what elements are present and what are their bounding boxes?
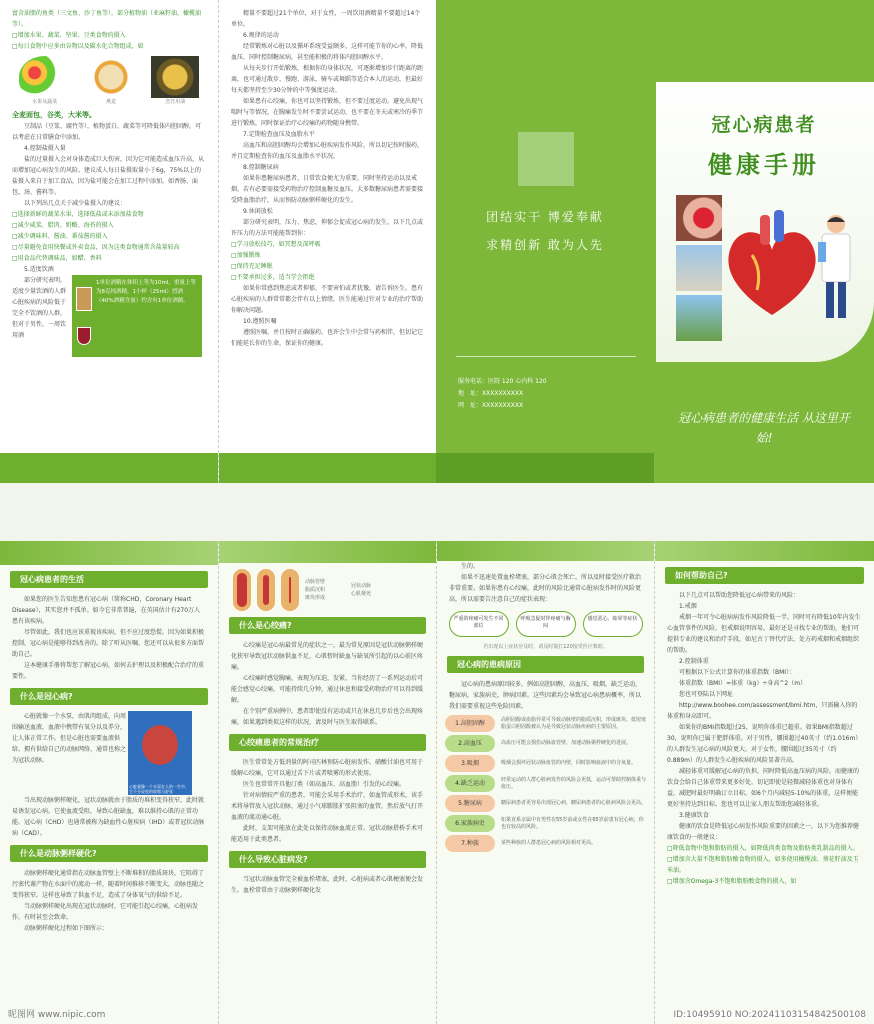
tip: □降低食物中饱和脂肪的摄入，如降低肉类食物及脂肪类乳制品的摄入。 [667, 845, 859, 852]
symptom-list [445, 611, 646, 637]
text: 医生也常常开具他汀类（如高血压、高血脂）引发的心绞痛。 [243, 781, 406, 788]
heart-fruit-image [19, 56, 71, 98]
tip: □学习放松技巧，如冥想及深呼吸 [231, 241, 321, 248]
top-decoration [655, 541, 874, 561]
atherosclerosis-figure [233, 569, 422, 611]
text: 当出现动脉粥样硬化，冠状动脉就由于脂质的堆积变得狭窄，此时就易诱发冠心病。它使血流受阻，导致心脏缺血，难以维持心肌的正常功能。冠心病（CHD）也通常被称为缺血性心脏疾病（IHD）或者冠状动脉病（CAD）。 [12, 797, 205, 837]
cover-slogan: 冠心病患者的健康生活 从这里开始! [678, 411, 850, 445]
text: 冠心病的患病原因较多，例如高胆固醇，高血压，吸烟，缺乏运动，糖尿病，家族病史，肿病因素。这些因素均会导致冠心病患病概率，所以我们需要重视这些危险因素。 [449, 681, 642, 710]
panel-self-help [654, 541, 874, 1024]
text: 可根据以下公式计算你的体重指数（BMI）： [679, 669, 796, 676]
text: 生的。 [461, 563, 480, 570]
subheading: 7.定期检查血压及血脂水平 [243, 131, 315, 138]
figure-label: 动脉管壁 [305, 579, 326, 585]
text: 在个别严重病例中，患者即使没有运动或只在休息几步后也会出现疼痛，如果遇到类似这样的状况，请及时与医生取得联系。 [231, 708, 424, 726]
panel-back-cover [436, 0, 654, 483]
figure-label: 脂质沉积 [305, 587, 326, 593]
text: 这本健康手册将帮您了解冠心病，如何去护理以及积极配合治疗的重要性。 [12, 662, 205, 680]
tip: □减少咸菜、腊肉、奶酪、海苔的摄入 [12, 222, 114, 229]
heart-anatomy-figure [128, 711, 192, 795]
symptom-note: 若出现以上症状应及时，请及时拨打120接受医疗救助。 [483, 644, 608, 650]
motto-1: 团结实干 博爱奉献 [486, 210, 604, 224]
doctor-illustration [812, 212, 860, 327]
text: 如果你的BMI指数超过25，说明你体重已超重。如果BMI指数超过30，说明你已属于肥胖体重。对于男性，腰围超过40英寸（约1.016m）的人群发生冠心病的风险更大。对于女性，腰围超过35英寸（约0.889m）的人群发生心脏疾病的风险显著升高。 [667, 724, 862, 764]
logo-placeholder [518, 132, 574, 186]
text: 精量不要超过21个单位，对于女性，一周饮用酒精量不要超过14个单位。 [231, 10, 421, 28]
text: 如果不迅速处置血栓堵塞，部分心肌会死亡，所以及时接受医疗救治非常重要。如果你患有心绞痛，此时的风险比通常心脏病发作时的风险更高，所以需要告注意自己的症状表现： [449, 574, 642, 603]
wine-info-box [72, 275, 202, 357]
panel-causes [436, 541, 654, 1024]
tip: □不要承担过多，适当学会拒绝 [231, 274, 315, 281]
figure-label: 斑块形成 [305, 595, 326, 601]
text: 您也可登陆以下网址 [679, 691, 734, 698]
tip: □选择新鲜的蔬菜水果，选择低盐或未添加盐食物 [12, 211, 144, 218]
text: 如果患有心绞痛，你也可以坚持锻炼，但不要过度运动。避免出现气喘时与等情况，在胸痛发生时不要尝试运动，也不要在冬天或寒冷的季节进行锻炼，同时保证治疗心绞痛的药物随身携带。 [231, 98, 424, 127]
text: 动脉粥样硬化通常指在动脉血管壁上不断堆积的脂质斑块，它阻碍了污塞代谢产物在水面中的流动一样，随着时间推移不断变大，动脉也随之变得狭窄。这样也导致了供血不足，造成了身体氧气的供给不足。 [12, 870, 205, 899]
caption: 水果及蔬菜 [32, 99, 58, 105]
brochure-outside [0, 0, 874, 483]
text: 医生常常处方低剂量的阿司匹林预防心脏病发作。硝酸甘油也可用于缓解心绞痛，它可以通过舌下片或者喷雾的形式使用。 [231, 759, 424, 777]
risk-factor-text: 高血压可能会损伤动脉血管壁，加速动脉粥样硬化的进展。 [501, 740, 632, 746]
tip: □加强锻炼 [231, 252, 261, 259]
heading: 冠心病患者的生活 [10, 571, 208, 588]
city-photo [676, 295, 722, 341]
chest-pain-photo [676, 195, 722, 241]
risk-factor-text: 高胆固醇或血脂异常可导致动脉壁的脂质沉积，形成斑块。低密度脂蛋白胆固醇被认为是导致冠状动脉疾病的主要原因。 [501, 716, 647, 730]
text: 部分研究表明，适度少量饮酒的人群心脏疾病的风险低于完全不饮酒的人群，但对于男性，一周饮用酒 [12, 277, 67, 339]
top-decoration [437, 541, 654, 561]
panel-angina [218, 541, 436, 1024]
symptom-bubble: 呼吸急促时伴疼痛与胸闷 [516, 611, 576, 637]
risk-factor-label: 4.缺乏运动 [445, 775, 495, 792]
sheet-gap [0, 483, 874, 541]
text: 减轻体重可缓解冠心病的负担，同时降低高血压病的风险。而健康的饮食会给自己体重带来更多好处，切记即使是轻微减轻体重也对身体有益，减肥时最好明确订立目标，如6个月内减轻5-10%的体重，这样便能更好坚持达到目标。您也可以让家人朋友帮助您减轻体重。 [667, 768, 860, 808]
text: 经常锻炼对心脏以及循环系统受益颇多，这样可能节你的心率，降低血压，同时控制糖尿病，甚至能积极的将体内胆固醇水平。 [231, 43, 424, 61]
motto-2: 求精创新 敢为人先 [486, 238, 604, 252]
symptom-bubble: 感觉恶心、眩晕等症状 [583, 611, 643, 637]
elderly-photo [676, 245, 722, 291]
text: 尽管如此，我们也应该重视该疾病，但不应过度恐慌。因为如果积极控制，冠心病是能够得到改善的。除了听从医嘱，您还可以从很多方面帮助自己。 [12, 629, 205, 658]
text: 心脏就像一个水泵，由肌肉组成，向周围输送血液，血液中携带有氧分以及养分，让人体正常工作。但是心脏也需要血液供给，拥有供给自己的动脉网络，通常也称之为冠状动脉。 [12, 713, 127, 764]
wine-glass-icon [76, 279, 92, 353]
subheading: 9.休闲放松 [243, 208, 273, 215]
risk-factor-text: 某些种族的人群患冠心病的风险相对更高。 [501, 840, 597, 846]
band [436, 453, 654, 483]
text: 针对病情较严重的患者，可能会采用手术治疗，如血管成形术，该手术将导管放入冠状动脉，通过小气球膨胀扩张阻塞的血管，然后放气打开血液的流动通心脏。 [231, 792, 424, 821]
contact-phone: 服务电话：医院 120 心内科 120 [458, 378, 547, 385]
top-decoration [0, 541, 218, 565]
risk-factor-label: 7.种族 [445, 835, 495, 852]
tip: □尽量避免食用快餐或外卖食品，因为这类食物通常含盐量较高 [12, 244, 180, 251]
box-text: 1单位酒精在体积上等为10ml，重量上等为8克纯酒精，1小杯（25ml）烈酒（40%酒精含量）约含有1单位酒精。 [96, 280, 196, 304]
symptom-bubble: 严重的疼痛可发生不同部位 [449, 611, 509, 637]
risk-factor-item [445, 755, 646, 772]
watermark-left: 昵图网 www.nipic.com [8, 1010, 106, 1020]
heading: 冠心病的患病原因 [447, 656, 644, 673]
risk-factor-label: 1.高胆固醇 [445, 715, 495, 732]
panel-front-cover [654, 0, 874, 483]
text: 动脉粥样硬化过程如下图所示： [24, 925, 109, 932]
heading: 如何帮助自己? [665, 567, 864, 584]
text: 富含油脂的鱼类（三文鱼、沙丁鱼等），部分植物油（亚麻籽油、橄榄油等）。 [12, 10, 202, 28]
panel-lifestyle [218, 0, 436, 483]
text: 遵照医嘱，并且按时正确服药，也许会生中会常与药相伴，但切记它们能延长你的生命，保证你的健康。 [231, 329, 424, 347]
tip: □增加含Omega-3不饱和脂肪酸食物的摄入，如 [667, 878, 797, 885]
subheading: 5.适度饮酒 [24, 266, 54, 273]
heading: 什么是动脉粥样硬化? [10, 845, 208, 862]
oats-image [88, 56, 134, 98]
risk-factor-text: 如果直系亲属中有男性在55岁前或女性在65岁前患有冠心病，你也有较高的风险。 [501, 816, 644, 830]
watermark-right: ID:10495910 NO:20241103154842500108 [673, 1010, 866, 1020]
figure-caption: 心脏就像一个水泵在人的一生中，它不分昼夜的收缩与舒张 [129, 784, 189, 794]
risk-factor-label: 5.糖尿病 [445, 795, 495, 812]
band [219, 453, 436, 483]
subheading: 2.控制体重 [679, 658, 709, 665]
risk-factor-label: 2.高血压 [445, 735, 495, 752]
text: 以下几点可以帮助您降低冠心病带来的风险： [679, 592, 800, 599]
subheading: 8.控制糖尿病 [243, 164, 279, 171]
risk-factor-list [437, 715, 654, 852]
text: 部分研究表明，压力、焦虑，抑郁会促成冠心病的发生，以下几点或许压力的方法可能能帮到你： [231, 219, 424, 237]
risk-factor-item [445, 775, 646, 792]
contact-website: 网 址：XXXXXXXXXX [458, 402, 524, 409]
risk-factor-text: 吸烟会损坏冠状动脉血管的内壁，同时影响血液中的含氧量。 [501, 760, 637, 766]
oil-image [151, 56, 199, 98]
text: □每日食物中应多由谷物以及碳水化合物组成，如 [12, 43, 144, 50]
figure-label: 心肌梗死 [351, 591, 372, 597]
subheading: 6.规律的运动 [243, 32, 279, 39]
caption: 燕麦 [105, 99, 116, 105]
text: 戒烟一年可令心脏病病发作风险降低一半，同时可有降低10年内发生心血管事件的风险。但戒烟说明容易，最好还是寻找专业的帮助，他们可提供专业的建议和治疗手段，如尼古丁替代疗法、处方药戒烟和戒烟组织的帮助。 [667, 614, 861, 654]
band [0, 453, 218, 483]
text: 全麦面包，谷类，大米等。 [12, 111, 96, 119]
brochure-inside [0, 541, 874, 1024]
risk-factor-label: 3.吸烟 [445, 755, 495, 772]
caption: 烹饪用油 [165, 99, 186, 105]
contact-address: 地 址：XXXXXXXXXX [458, 390, 524, 397]
text: 高血压和高胆固醇均会增加心脏疾病发作风险，所以切记按时服药，并且定期检查你的血压及血脂水平状况。 [231, 142, 424, 160]
risk-factor-label: 6.家族病史 [445, 815, 495, 832]
text: 当动脉粥样硬化出现在冠状动脉时，它可能引起心绞痛，心脏病发作，有时甚至会致命。 [12, 903, 199, 921]
risk-factor-text: 糖尿病患者更容易出现冠心病，糖尿病患者的心脏病风险会更高。 [501, 800, 647, 806]
risk-factor-text: 经常运动的人群心脏病发作的风险会更低，运动可帮助控制体重与血压。 [501, 776, 647, 790]
subheading: 1.戒烟 [679, 603, 697, 610]
text: 心绞痛时感觉胸痛，表现为压迫，发紧，当你经历了一系列运动后可能会感觉心绞痛，可能持续几分钟，通过休息和接受药物治疗可以得到缓解。 [231, 675, 424, 704]
food-images [10, 56, 208, 105]
heading: 什么导致心脏病发? [229, 851, 426, 868]
cover-title-2: 健康手册 [708, 151, 820, 179]
text: 心绞痛是冠心病最常见的症状之一，最为常见原因是冠状动脉粥样硬化狭窄导致冠状动脉供血不足，心肌暂时缺血与缺氧所引起的以心前区疼痛。 [231, 642, 424, 671]
heading: 心绞痛患者的常规治疗 [229, 734, 426, 751]
text: 如果你患糖尿病患者，日常饮食便尤为重要，同时坚持运动以及戒烟，若有必要需接受药物治疗控制血糖及血压。大多数糖尿病患者需要接受降血脂治疗，从而预防动脉粥样硬化的发生。 [231, 175, 424, 204]
risk-factor-item [445, 795, 646, 812]
divider [456, 356, 636, 357]
risk-factor-item [445, 735, 646, 752]
tip: □用食品代替调味品，如醋、香料 [12, 255, 102, 262]
text: 如果您的医生告知您患有冠心病（简称CHD，Coronary Heart Disease），其实您并不孤单。如今它非常普遍，在英国估计有270万人患有该疾病。 [12, 596, 201, 625]
subheading: 4.控制盐摄入量 [24, 145, 66, 152]
bmi-link[interactable]: http://www.boohee.com/assessment/bmi.htm，只需输入你的体重和身高即可。 [667, 702, 858, 720]
tip: □增加含大量不饱和脂肪酸食物的摄入，如多使用橄榄油、葵花籽油及玉米油。 [667, 856, 859, 874]
subheading: 10.遵照医嘱 [243, 318, 277, 325]
cover-title-1: 冠心病患者 [711, 114, 817, 136]
formula: 体重指数（BMI）=体重（kg）÷身高^2（m） [679, 680, 807, 687]
text: 从每天步行开始锻炼，根据你的身体状况，可逐渐增加步行距离的距离，也可通过散步、慢跑、游泳，骑车或舞蹈等适合本人的运动，但最好每天都坚持至少30分钟的中等强度运动。 [231, 65, 424, 94]
tip: □保持充足睡眠 [231, 263, 273, 270]
heading: 什么是心绞痛? [229, 617, 426, 634]
text: □增加水果、蔬菜、坚果、豆类食物的摄入 [12, 32, 126, 39]
risk-factor-item [445, 715, 646, 732]
heart-illustration [722, 210, 822, 320]
tip: □减少调味料、酱油、番茄酱的摄入 [12, 233, 108, 240]
subheading: 3.健康饮食 [679, 812, 709, 819]
text: 豆制品（豆浆、腐竹等），植物蛋白、蔬菜等可降低体内胆固醇。可以考虑在日常膳食中添加。 [12, 123, 202, 141]
panel-intro [0, 541, 218, 1024]
top-decoration [219, 541, 436, 563]
text: 如果你常感到焦虑或者抑郁，不要害怕或者犹豫，请告诉医生。患有心脏疾病的人群常常都会伴有以上情绪，医生能通过针对专业的治疗帮助你解决问题。 [231, 285, 424, 314]
heading: 什么是冠心病? [10, 688, 208, 705]
text: 盐的过量摄入会对身体造成巨大伤害，因为它可能造成血压升高，从而增加冠心病发生的风险。建议成人每日盐摄取量小于6g，75%以上的盐摄入来自于加工食品，因为盐可能会在加工过程中添加。如香肠、面包、汤、酱料等。 [12, 156, 205, 196]
figure-label: 冠状动脉 [351, 583, 372, 589]
risk-factor-item [445, 815, 646, 832]
text: 健康的饮食是降低冠心病发作风险重要的因素之一，以下为您推荐健康饮食的一般建议： [667, 823, 860, 841]
text: 当冠状动脉血管完全被血栓堵塞，此时，心脏病或者心肌梗塞便会发生。血栓常常由于动脉粥样硬化发 [231, 876, 424, 894]
text: 以下列出几点关于减少盐摄入的建议： [24, 200, 127, 207]
panel-diet [0, 0, 218, 483]
text: 此时，支架可能放在此处以保持动脉血流正常。冠状动脉搭桥手术可能适用于此类患者。 [231, 825, 424, 843]
risk-factor-item [445, 835, 646, 852]
